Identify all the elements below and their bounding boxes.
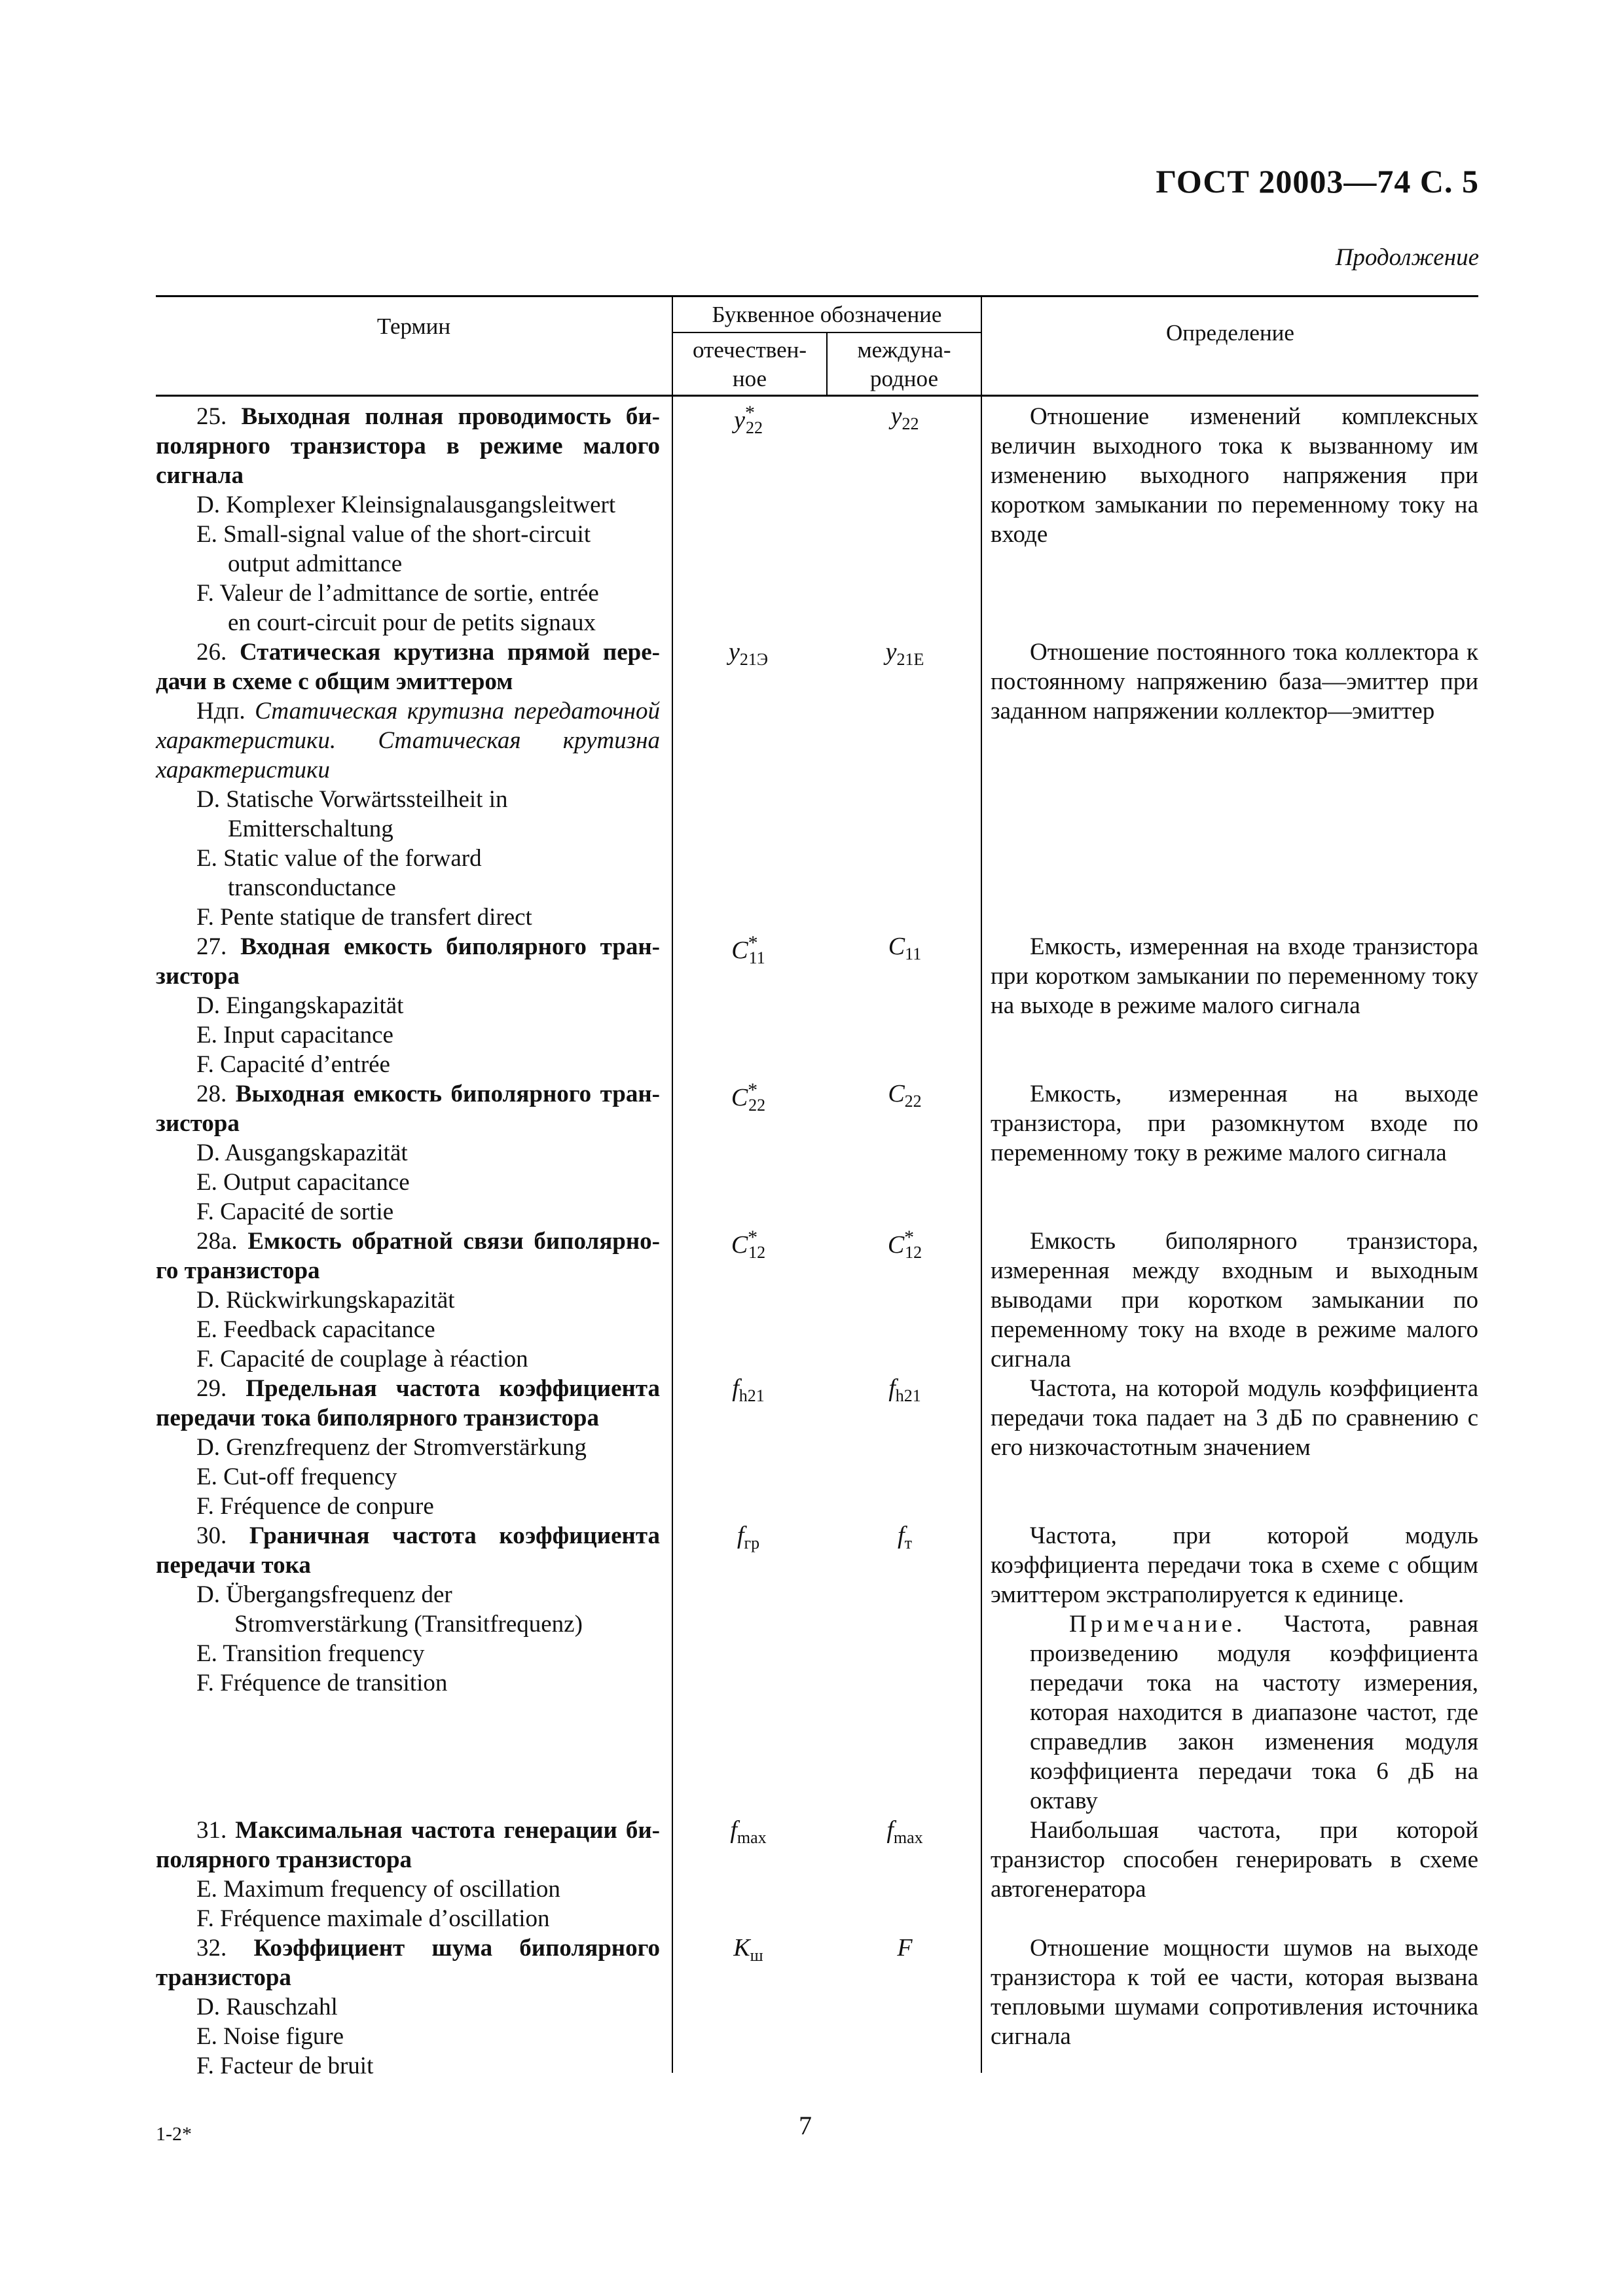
term-fr: F. Fréquence maximale d’oscillation [196, 1905, 550, 1932]
definition-cell: Частота, при которой модуль коэффициента передачи тока в схеме с общим эмиттером экстраполируется к единице. Примечание. Частота, равная произведению модуля коэффициента передачи тока на частоту измерения, которая находится в диапазоне частот, где справедлив закон изменения модуля коэффициента передачи тока 6 дБ на октаву [991, 1522, 1479, 1814]
term-fr: F. Capacité de sortie [196, 1198, 394, 1225]
term-fr: F. Capacité de couplage à réaction [196, 1346, 528, 1372]
header-definition: Определение [1166, 320, 1294, 346]
header-term: Термин [376, 314, 451, 339]
symbol-national: $f_{гр}$ [737, 1522, 760, 1552]
col-divider-1 [672, 295, 673, 2073]
term-de: D. Statische Vorwärtssteilheit in Emitterschaltung [196, 786, 508, 842]
term-cell: 30. Граничная частота коэффициента передачи тока D. Übergangsfrequenz der Stromverstärkung (Transitfrequenz) E. Transition frequency F. Fréquence de transition [156, 1522, 660, 1696]
term-de: D. Rauschzahl [196, 1994, 338, 2020]
term-en: E. Cut-off frequency [196, 1463, 397, 1490]
definition-cell: Емкость биполярного транзистора, измеренная между входным и выходным выводами при коротком замыкании по переменному току на входе в режиме малого сигнала [991, 1228, 1478, 1372]
symbol-national: $K_ш$ [733, 1934, 763, 1965]
symbol-national: $C^*_{22}$ [731, 1079, 766, 1115]
term-fr: F. Capacité d’entrée [196, 1051, 390, 1078]
term-de: D. Komplexer Kleinsignalausgangsleitwert [196, 492, 616, 518]
symbol-international: $y_{21E}$ [885, 638, 924, 669]
definition-cell: Отношение мощности шумов на выходе транзистора к той ее части, которая вызвана тепловыми шумами сопротивления источника сигнала [991, 1935, 1478, 2050]
symbol-national: $f_{h21}$ [732, 1374, 765, 1405]
symbol-international: $C^*_{12}$ [887, 1227, 922, 1262]
term-cell: 32. Коэффициент шума биполярного транзистора D. Rauschzahl E. Noise figure F. Facteur de bruit [156, 1935, 660, 2079]
definition-note: Примечание. Частота, равная произведению модуля коэффициента передачи тока на частоту измерения, которая находится в диапазоне частот, где справедлив закон изменения модуля коэффициента передачи тока 6 дБ на октаву [1030, 1611, 1479, 1814]
term-cell: 28а. Емкость обратной связи биполярно- го транзистора D. Rückwirkungskapazität E. Feedback capacitance F. Capacité de couplage à réaction [156, 1228, 660, 1372]
term-fr: F. Fréquence de transition [196, 1670, 448, 1696]
term-cell: 31. Максимальная частота генерации би- полярного транзистора E. Maximum frequency of oscillation F. Fréquence maximale d’oscillation [156, 1817, 660, 1932]
page-number: 7 [799, 2111, 812, 2140]
symbol-international: $f_т$ [898, 1522, 912, 1552]
term-en: E. Input capacitance [196, 1022, 393, 1049]
term-en: E. Static value of the forward transconductance [196, 845, 482, 901]
header-symbol: Буквенное обозначение [712, 302, 942, 327]
symbol-national: $y_{21Э}$ [728, 638, 769, 669]
term-de: D. Grenzfrequenz der Stromverstärkung [196, 1434, 587, 1461]
definition-cell: Наибольшая частота, при которой транзистор способен генерировать в схеме автогенератора [991, 1817, 1478, 1903]
definition-cell: Емкость, измеренная на входе транзистора при коротком замыкании по переменному току на выходе в режиме малого сигнала [991, 933, 1478, 1019]
symbol-international: F [897, 1934, 913, 1962]
term-de: D. Übergangsfrequenz der Stromverstärkung (Transitfrequenz) [196, 1581, 583, 1638]
term-cell: 26. Статическая крутизна прямой пере- дачи в схеме с общим эмиттером Ндп. Статическая крутизна передаточной характеристики. Статическая крутизна характеристики D. Statische Vorwärtssteilheit in Emitterschaltung E. Static value of the forward transconductance F. Pente statique de transfert direct [156, 639, 660, 931]
header-symbol-international: междуна- родное [857, 337, 951, 391]
symbol-national: $f_{max}$ [730, 1816, 767, 1847]
definition-cell: Отношение постоянного тока коллектора к постоянному напряжению база—эмиттер при заданном напряжении коллектор—эмиттер [991, 639, 1478, 725]
term-cell: 25. Выходная полная проводимость би- полярного транзистора в режиме малого сигнала D. Komplexer Kleinsignalausgangsleitwert E. Small-signal value of the short-circuit output admittance F. Valeur de l’admittance de sortie, entrée en court-circuit pour de petits signaux [156, 403, 660, 636]
term-en: E. Noise figure [196, 2023, 344, 2050]
term-fr: F. Facteur de bruit [196, 2053, 374, 2079]
term-fr: F. Pente statique de transfert direct [196, 904, 532, 931]
symbol-international: $f_{max}$ [886, 1816, 923, 1847]
term-en: E. Small-signal value of the short-circuit output admittance [196, 521, 591, 577]
symbol-international: $C_{22}$ [888, 1080, 922, 1111]
term-en: E. Feedback capacitance [196, 1316, 435, 1343]
symbol-international: $y_{22}$ [890, 403, 919, 433]
definition-cell: Частота, на которой модуль коэффициента передачи тока падает на 3 дБ по сравнению с его низкочастотным значением [991, 1375, 1478, 1461]
symbol-international: $f_{h21}$ [888, 1374, 921, 1405]
term-de: D. Ausgangskapazität [196, 1139, 408, 1166]
symbol-national: $y^*_{22}$ [734, 402, 763, 437]
term-deprecated: Ндп. Статическая крутизна передаточной характеристики. Статическая крутизна характеристики [156, 698, 660, 783]
term-cell: 28. Выходная емкость биполярного тран- зистора D. Ausgangskapazität E. Output capacitance F. Capacité de sortie [156, 1081, 660, 1225]
header-symbol-national: отечествен- ное [692, 337, 807, 391]
terms-table [156, 295, 1479, 2079]
symbol-national: $C^*_{11}$ [731, 932, 765, 967]
term-en: E. Transition frequency [196, 1640, 425, 1667]
symbol-national: $C^*_{12}$ [731, 1227, 766, 1262]
symbol-international: $C_{11}$ [888, 933, 922, 963]
term-de: D. Rückwirkungskapazität [196, 1287, 455, 1314]
term-fr: F. Fréquence de conpure [196, 1493, 434, 1520]
definition-cell: Емкость, измеренная на выходе транзистора, при разомкнутом входе по переменному току в режиме малого сигнала [991, 1081, 1478, 1166]
table-header-rule [156, 395, 1478, 397]
col-divider-3 [981, 295, 982, 2073]
term-en: E. Output capacitance [196, 1169, 410, 1196]
table-top-rule [156, 295, 1478, 297]
term-cell: 29. Предельная частота коэффициента передачи тока биполярного транзистора D. Grenzfrequenz der Stromverstärkung E. Cut-off frequency F. Fréquence de conpure [156, 1375, 660, 1520]
document-header: ГОСТ 20003—74 С. 5 [1156, 163, 1479, 200]
footer-sheet-code: 1-2* [156, 2123, 192, 2145]
definition-cell: Отношение изменений комплексных величин выходного тока к вызванному им изменению выходного напряжения при коротком замыкании по переменному току на входе [991, 403, 1478, 548]
continuation-label: Продолжение [1335, 244, 1479, 271]
term-de: D. Eingangskapazität [196, 992, 404, 1019]
term-fr: F. Valeur de l’admittance de sortie, entrée en court-circuit pour de petits signaux [196, 580, 599, 636]
term-cell: 27. Входная емкость биполярного тран- зистора D. Eingangskapazität E. Input capacitance F. Capacité d’entrée [156, 933, 660, 1078]
term-en: E. Maximum frequency of oscillation [196, 1876, 560, 1903]
